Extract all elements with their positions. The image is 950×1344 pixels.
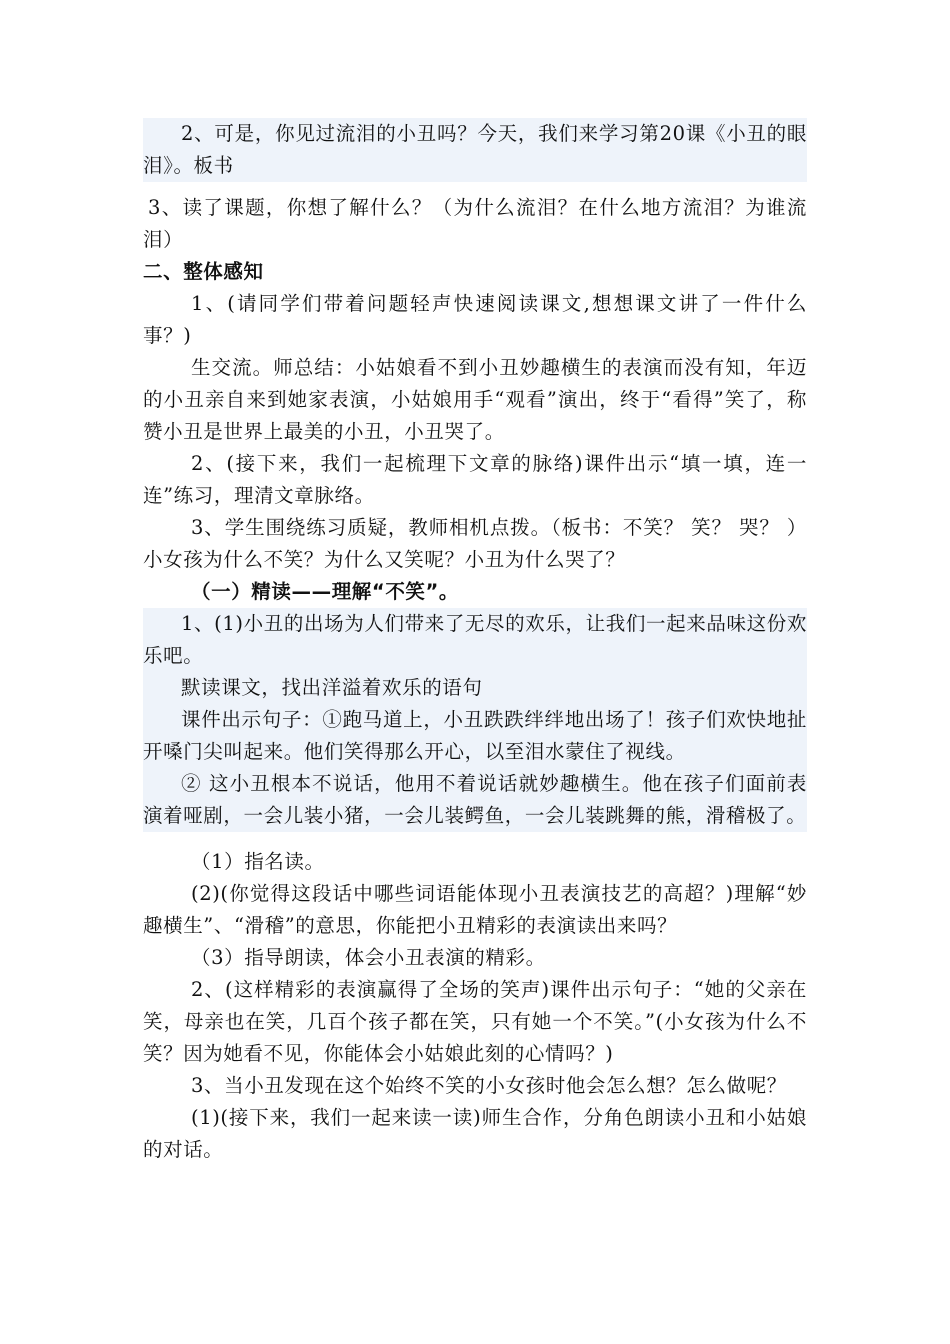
paragraph-laughter: 2、(这样精彩的表演赢得了全场的笑声)课件出示句子：“她的父亲在笑，母亲也在笑，几百个孩子都在笑，只有她一个不笑。”(小女孩为什么不笑？因为她看不见，你能体会小姑娘此刻的心情吗？) <box>143 978 807 1065</box>
paragraph-structure: 2、(接下来，我们一起梳理下文章的脉络)课件出示“填一填，连一连”练习，理清文章脉络。 <box>143 452 807 507</box>
shaded-block-reading <box>143 608 807 832</box>
paragraph-summary: 生交流。师总结：小姑娘看不到小丑妙趣横生的表演而没有知，年迈的小丑亲自来到她家表演，小姑娘用手“观看”演出，终于“看得”笑了，称赞小丑是世界上最美的小丑，小丑哭了。 <box>143 356 807 443</box>
paragraph-sentence-two: ② 这小丑根本不说话，他用不着说话就妙趣横生。他在孩子们面前表演着哑剧，一会儿装小猪，一会儿装鳄鱼，一会儿装跳舞的熊，滑稽极了。 <box>143 772 807 827</box>
document-page <box>143 118 807 1166</box>
section-heading-overall: 二、整体感知 <box>143 260 264 283</box>
paragraph-silent-reading: 默读课文，找出洋溢着欢乐的语句 <box>181 676 483 699</box>
paragraph-intro-question: 2、可是，你见过流泪的小丑吗？今天，我们来学习第20课《小丑的眼泪》。板书 <box>143 122 807 177</box>
paragraph-step-read: （1）指名读。 <box>191 850 325 873</box>
paragraph-questions: 3、学生围绕练习质疑，教师相机点拨。（板书：不笑？ 笑？ 哭？ ）小女孩为什么不笑？为什么又笑呢？小丑为什么哭了？ <box>143 516 807 571</box>
paragraph-sentence-one: 课件出示句子：①跑马道上，小丑跌跌绊绊地出场了！孩子们欢快地扯开嗓门尖叫起来。他们笑得那么开心，以至泪水蒙住了视线。 <box>143 708 807 763</box>
shaded-block-intro <box>143 118 807 182</box>
paragraph-joy-intro: 1、(1)小丑的出场为人们带来了无尽的欢乐，让我们一起来品味这份欢乐吧。 <box>143 612 807 667</box>
paragraph-step-understand: (2)(你觉得这段话中哪些词语能体现小丑表演技艺的高超？)理解“妙趣横生”、“滑稽”的意思，你能把小丑精彩的表演读出来吗？ <box>143 882 807 937</box>
paragraph-step-guide: （3）指导朗读，体会小丑表演的精彩。 <box>191 946 546 969</box>
paragraph-role-reading: (1)(接下来，我们一起来读一读)师生合作，分角色朗读小丑和小姑娘的对话。 <box>143 1106 807 1161</box>
section-heading-close-reading: （一）精读——理解“不笑”。 <box>191 580 460 603</box>
paragraph-clown-thinks: 3、当小丑发现在这个始终不笑的小女孩时他会怎么想？怎么做呢？ <box>191 1074 787 1097</box>
paragraph-title-question: 3、读了课题，你想了解什么？（为什么流泪？在什么地方流泪？为谁流泪） <box>143 196 807 251</box>
paragraph-read-question: 1、(请同学们带着问题轻声快速阅读课文,想想课文讲了一件什么事？) <box>143 292 807 347</box>
